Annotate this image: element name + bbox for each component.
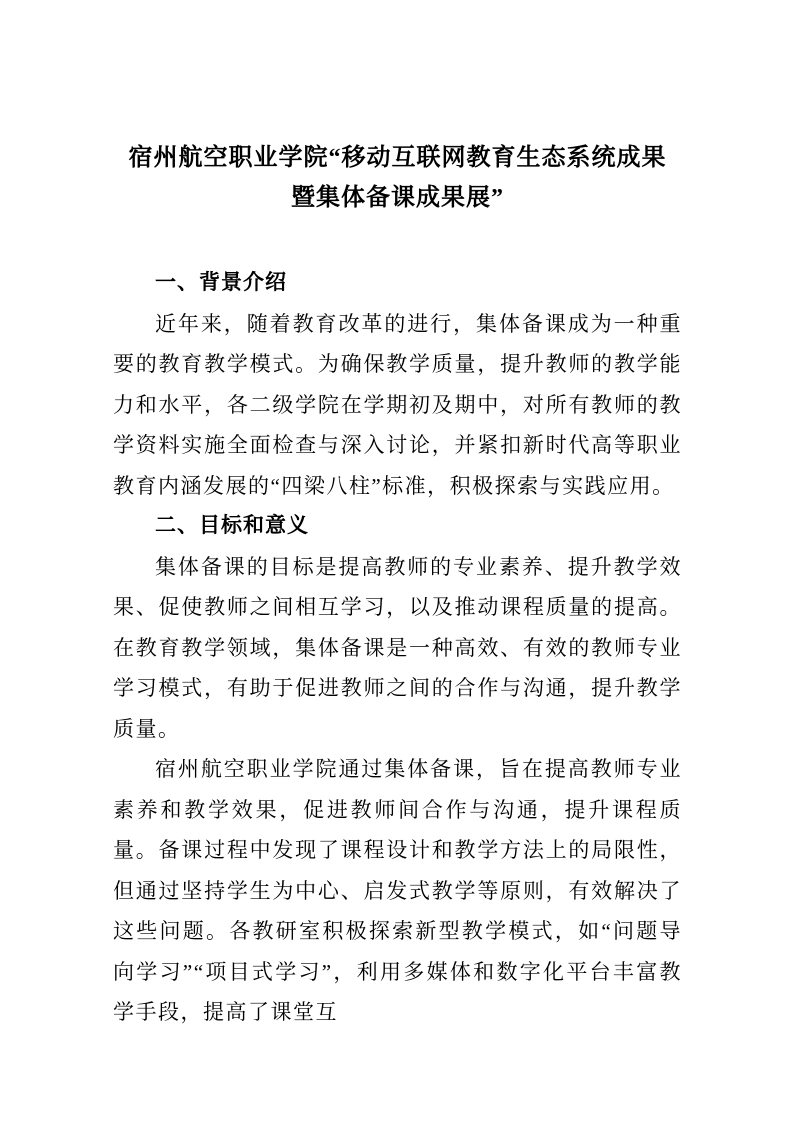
paragraph: 集体备课的目标是提高教师的专业素养、提升教学效果、促使教师之间相互学习，以及推动课程质量的提高。在教育教学领域，集体备课是一种高效、有效的教师专业学习模式，有助于促进教师之间的合作与沟通，提升教学质量。 <box>113 554 682 741</box>
document-title-line-1: 宿州航空职业学院“移动互联网教育生态系统成果 <box>128 145 667 171</box>
section-heading-goals: 二、目标和意义 <box>155 514 309 537</box>
document-title <box>113 138 682 218</box>
document-body <box>113 263 682 1033</box>
paragraph: 近年来，随着教育改革的进行，集体备课成为一种重要的教育教学模式。为确保教学质量，提升教师的教学能力和水平，各二级学院在学期初及期中，对所有教师的教学资料实施全面检查与深入讨论，并紧扣新时代高等职业教育内涵发展的“四梁八柱”标准，积极探索与实践应用。 <box>113 311 682 498</box>
document-title-line-2: 暨集体备课成果展” <box>291 185 504 211</box>
section-heading-background: 一、背景介绍 <box>155 271 287 294</box>
paragraph: 宿州航空职业学院通过集体备课，旨在提高教师专业素养和教学效果，促进教师间合作与沟通，提升课程质量。备课过程中发现了课程设计和教学方法上的局限性，但通过坚持学生为中心、启发式教学等原则，有效解决了这些问题。各教研室积极探索新型教学模式，如“问题导向学习”“项目式学习”，利用多媒体和数字化平台丰富教学手段，提高了课堂互 <box>113 757 682 1024</box>
